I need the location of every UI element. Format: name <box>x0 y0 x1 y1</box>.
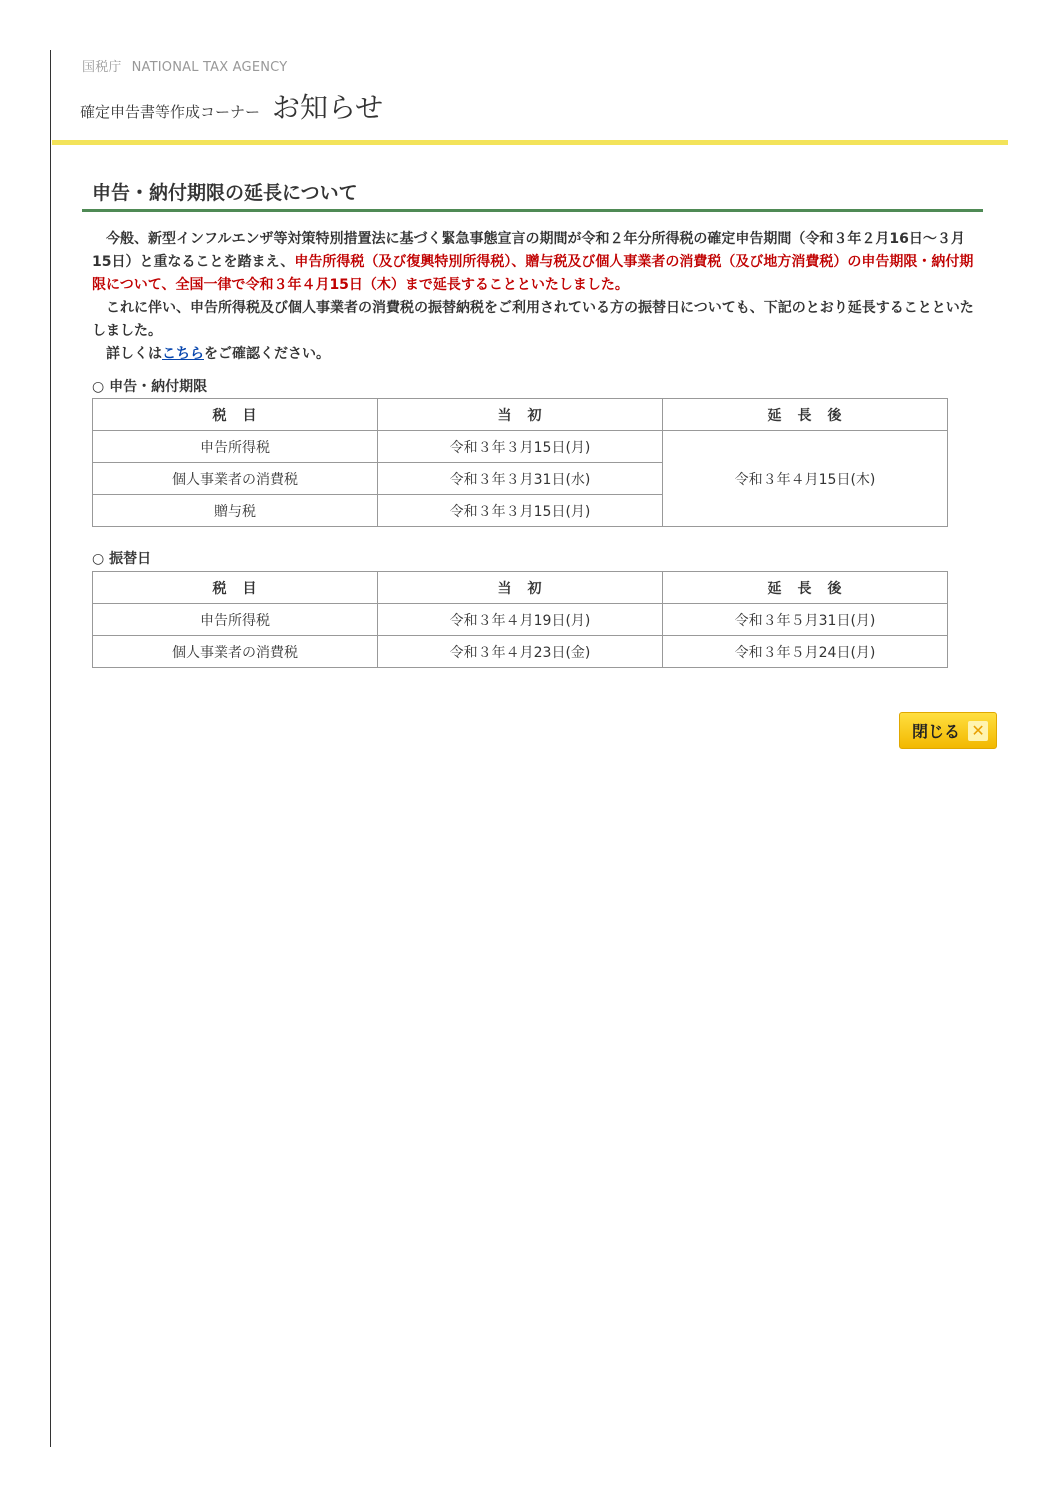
tax-item-cell: 個人事業者の消費税 <box>93 636 378 668</box>
table-row <box>93 604 948 636</box>
agency-name <box>82 56 287 75</box>
section-title: 申告・納付期限の延長について <box>92 182 358 204</box>
extended-date-cell: 令和３年５月31日(月) <box>663 604 948 636</box>
table-header-row <box>93 572 948 604</box>
transfer-table <box>92 571 948 668</box>
header-original: 当 初 <box>378 572 663 604</box>
header-tax-item: 税 目 <box>93 572 378 604</box>
agency-name-jp: 国税庁 <box>82 60 122 75</box>
header-extended: 延 長 後 <box>663 572 948 604</box>
site-title <box>80 86 383 126</box>
deadline-table-caption: ○ 申告・納付期限 <box>92 379 208 395</box>
tax-item-cell: 個人事業者の消費税 <box>93 463 378 495</box>
section-divider <box>82 209 983 212</box>
agency-name-en: NATIONAL TAX AGENCY <box>131 60 288 75</box>
paragraph-2 <box>92 297 982 343</box>
header-tax-item: 税 目 <box>93 399 378 431</box>
tax-item-cell: 贈与税 <box>93 495 378 527</box>
deadline-table <box>92 398 948 527</box>
paragraph-1-text: 今般、新型インフルエンザ等対策特別措置法に基づく緊急事態宣言の期間が令和２年分所得税の確定申告期間（令和３年２月16日～３月15日）と重なることを踏まえ、 <box>92 231 965 270</box>
header-divider <box>52 140 1008 145</box>
close-icon: ✕ <box>968 721 988 741</box>
extended-date-cell: 令和３年４月15日(木) <box>663 431 948 527</box>
header-original: 当 初 <box>378 399 663 431</box>
paragraph-1-highlight: 申告所得税（及び復興特別所得税）、贈与税及び個人事業者の消費税（及び地方消費税）の申告期限・納付期限について、全国一律で令和３年４月15日（木）まで延長することといたしました。 <box>92 254 974 293</box>
original-date-cell: 令和３年３月31日(水) <box>378 463 663 495</box>
close-button-label: 閉じる <box>912 722 961 741</box>
corner-title: 確定申告書等作成コーナー <box>80 103 261 121</box>
paragraph-3-text-end: をご確認ください。 <box>204 346 330 362</box>
paragraph-3-text: 詳しくは <box>106 346 162 362</box>
page-title: お知らせ <box>272 91 384 124</box>
original-date-cell: 令和３年３月15日(月) <box>378 495 663 527</box>
header-extended: 延 長 後 <box>663 399 948 431</box>
original-date-cell: 令和３年４月23日(金) <box>378 636 663 668</box>
left-margin-rule <box>50 50 51 1447</box>
notice-body <box>92 228 982 366</box>
extended-date-cell: 令和３年５月24日(月) <box>663 636 948 668</box>
paragraph-3 <box>92 343 982 366</box>
details-link[interactable]: こちら <box>162 346 204 362</box>
table-header-row <box>93 399 948 431</box>
table-row <box>93 636 948 668</box>
tax-item-cell: 申告所得税 <box>93 431 378 463</box>
original-date-cell: 令和３年４月19日(月) <box>378 604 663 636</box>
tax-item-cell: 申告所得税 <box>93 604 378 636</box>
table-row <box>93 431 948 463</box>
paragraph-1 <box>92 228 982 297</box>
paragraph-2-text: これに伴い、申告所得税及び個人事業者の消費税の振替納税をご利用されている方の振替日についても、下記のとおり延長することといたしました。 <box>92 300 974 339</box>
close-button[interactable] <box>899 712 997 749</box>
transfer-table-caption: ○ 振替日 <box>92 551 152 567</box>
original-date-cell: 令和３年３月15日(月) <box>378 431 663 463</box>
